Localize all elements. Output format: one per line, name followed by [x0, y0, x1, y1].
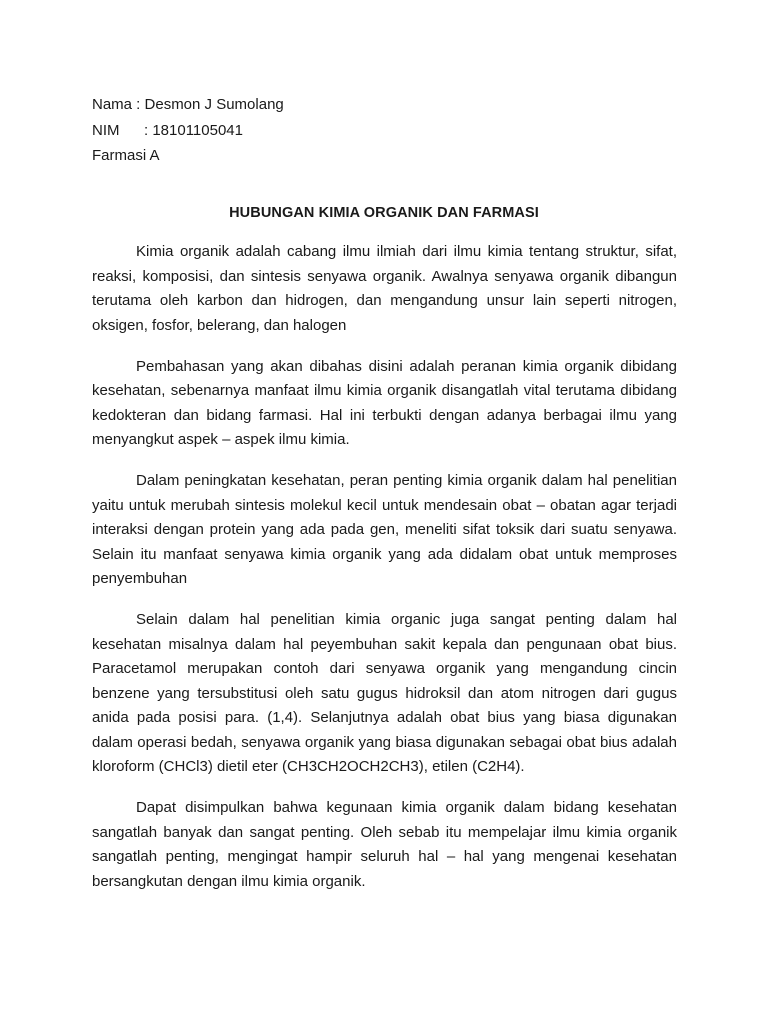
document-body — [92, 240, 677, 911]
paragraph: Dapat disimpulkan bahwa kegunaan kimia organik dalam bidang kesehatan sangatlah banyak dan sangat penting. Oleh sebab itu mempelajar ilmu kimia organik sangatlah penting, mengingat hampir seluruh hal – hal yang mengenai kesehatan bersangkutan dengan ilmu kimia organik. — [92, 799, 677, 890]
document-title: HUBUNGAN KIMIA ORGANIK DAN FARMASI — [229, 205, 539, 221]
student-class: Farmasi A — [92, 147, 160, 164]
paragraph: Kimia organik adalah cabang ilmu ilmiah dari ilmu kimia tentang struktur, sifat, reaksi, komposisi, dan sintesis senyawa organik. Awalnya senyawa organik dibangun terutama oleh karbon dan hidrogen, dan mengandung unsur lain seperti nitrogen, oksigen, fosfor, belerang, dan halogen — [92, 243, 677, 334]
paragraph: Selain dalam hal penelitian kimia organic juga sangat penting dalam hal kesehatan misalnya dalam hal peyembuhan sakit kepala dan pengunaan obat bius. Paracetamol merupakan contoh dari senyawa organik yang mengandung cincin benzene yang tersubstitusi oleh satu gugus hidroksil dan atom nitrogen dari gugus anida pada posisi para. (1,4). Selanjutnya adalah obat bius yang biasa digunakan dalam operasi bedah, senyawa organik yang biasa digunakan sebagai obat bius adalah kloroform (CHCl3) dietil eter (CH3CH2OCH2CH3), etilen (C2H4). — [92, 611, 677, 775]
paragraph: Dalam peningkatan kesehatan, peran penting kimia organik dalam hal penelitian yaitu untuk merubah sintesis molekul kecil untuk mendesain obat – obatan agar terjadi interaksi dengan protein yang ada pada gen, meneliti sifat toksik dari suatu senyawa. Selain itu manfaat senyawa kimia organik yang ada didalam obat untuk memproses penyembuhan — [92, 472, 677, 587]
nim-label: NIM — [92, 121, 120, 139]
paragraph: Pembahasan yang akan dibahas disini adalah peranan kimia organik dibidang kesehatan, sebenarnya manfaat ilmu kimia organik disangatlah vital terutama dibidang kedokteran dan bidang farmasi. Hal ini terbukti dengan adanya berbagai ilmu yang menyangkut aspek – aspek ilmu kimia. — [92, 357, 677, 448]
student-name: Nama : Desmon J Sumolang — [92, 96, 284, 113]
student-nim-row — [92, 118, 284, 144]
nim-value: : 18101105041 — [144, 121, 243, 139]
student-info — [92, 92, 284, 169]
